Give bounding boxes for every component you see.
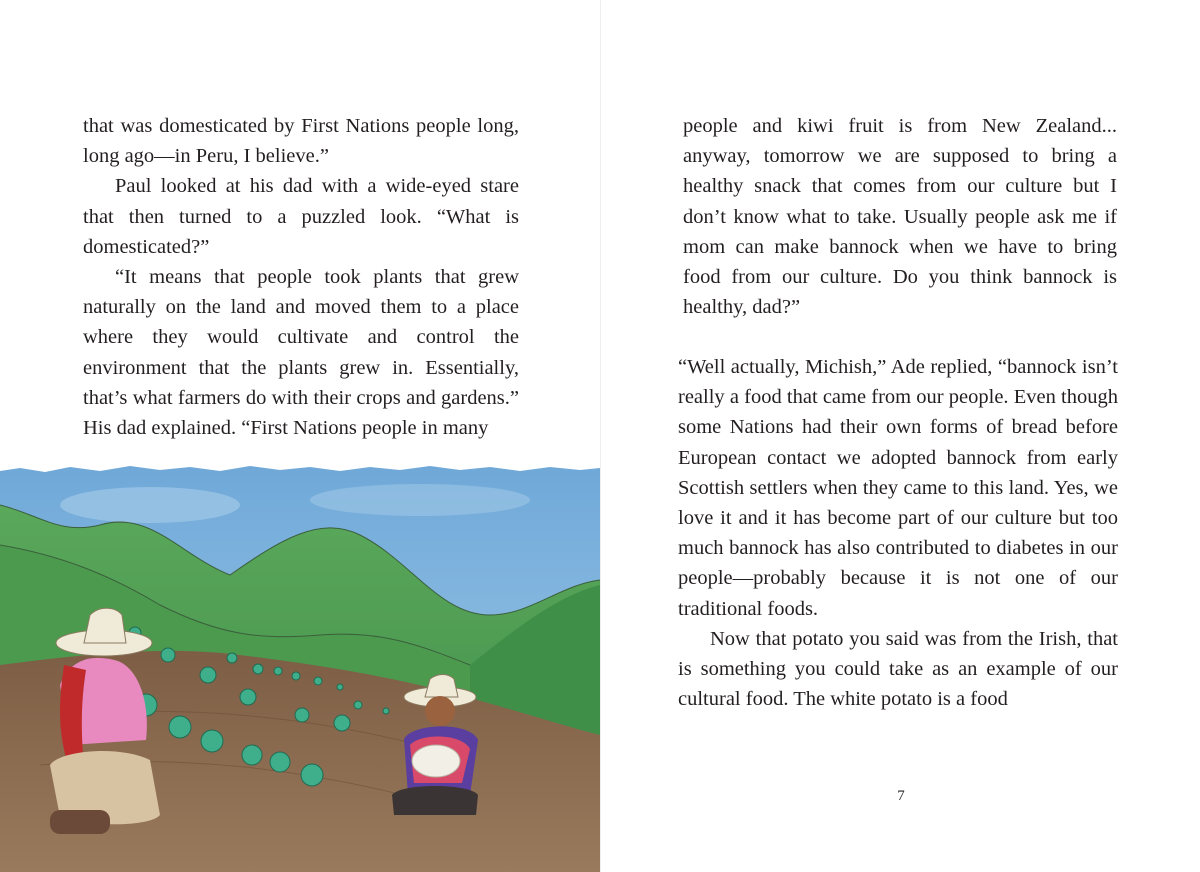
child-figure: [392, 675, 478, 816]
right-page-text-top: [683, 111, 1117, 322]
paragraph: people and kiwi fruit is from New Zealand... anyway, tomorrow we are supposed to bring a healthy snack that comes from our culture but I don’t know what to take. Usually people ask me if mom can make bannock when we have to bring food from our culture. Do you think bannock is healthy, dad?”: [683, 115, 1117, 319]
right-page-text-bottom: [678, 352, 1118, 714]
farming-scene-illustration: [0, 465, 600, 872]
right-page: [601, 0, 1200, 872]
woman-figure: [50, 608, 160, 834]
page-number: 7: [897, 788, 905, 804]
paragraph: “It means that people took plants that grew naturally on the land and moved them to a place where they would cultivate and control the environment that the plants grew in. Essentially, that’s what farmers do with their crops and gardens.” His dad explained. “First Nations people in many: [83, 266, 519, 440]
paragraph: Paul looked at his dad with a wide-eyed stare that then turned to a puzzled look. “What is domesticated?”: [83, 175, 519, 258]
paragraph: “Well actually, Michish,” Ade replied, “bannock isn’t really a food that came from our people. Even though some Nations had their own forms of bread before European contact we adopted bannock from early Scottish settlers when they came to this land. Yes, we love it and it has become part of our culture but too much bannock has also contributed to diabetes in our people—probably because it is not one of our traditional foods.: [678, 356, 1118, 620]
paragraph: Now that potato you said was from the Irish, that is something you could take as an example of our cultural food. The white potato is a food: [678, 627, 1118, 711]
paragraph: that was domesticated by First Nations people long, long ago—in Peru, I believe.”: [83, 115, 519, 168]
left-page-text: [83, 111, 519, 443]
